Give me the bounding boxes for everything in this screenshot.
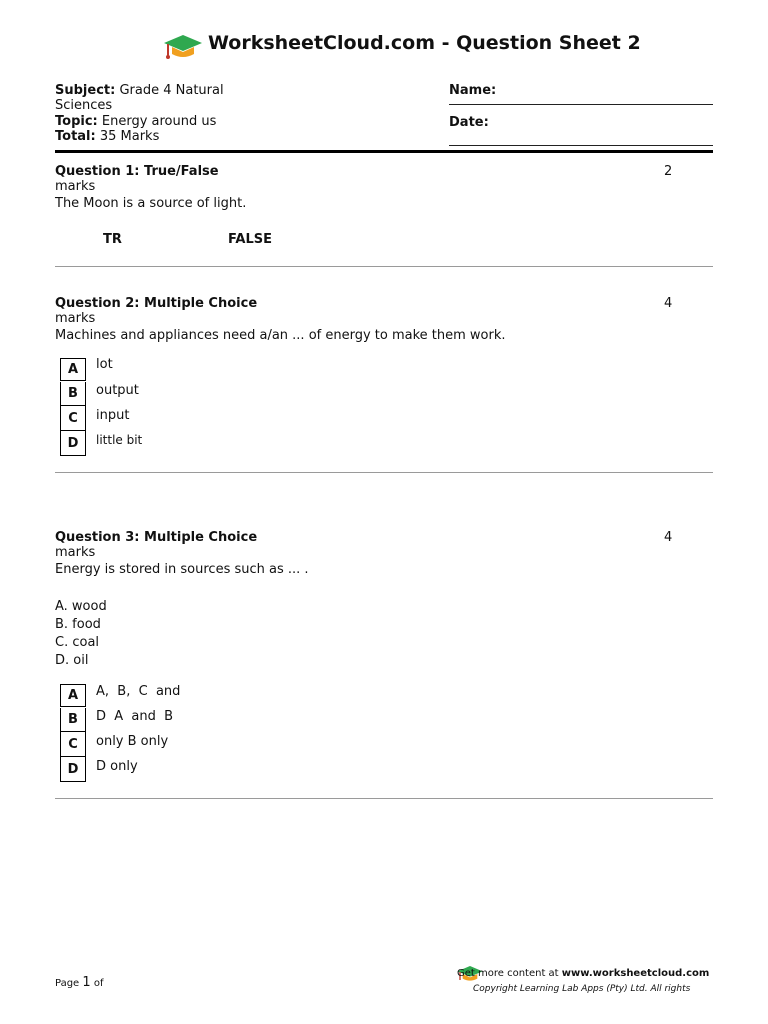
footer-copyright: Copyright Learning Lab Apps (Pty) Ltd. All rights bbox=[473, 984, 691, 994]
option-text-b: D A and B bbox=[96, 709, 174, 724]
option-box-c[interactable]: C bbox=[60, 406, 86, 431]
option-text-b: output bbox=[96, 383, 139, 398]
date-label: Date: bbox=[449, 115, 489, 130]
option-box-b[interactable]: B bbox=[60, 382, 86, 406]
option-box-b[interactable]: B bbox=[60, 708, 86, 732]
question-3-marks-word: marks bbox=[55, 545, 96, 560]
true-option[interactable]: TR bbox=[103, 232, 122, 247]
option-box-a[interactable]: A bbox=[60, 358, 86, 381]
question-1-marks-number: 2 bbox=[664, 164, 673, 179]
divider bbox=[55, 472, 713, 473]
option-box-c[interactable]: C bbox=[60, 732, 86, 757]
header-divider bbox=[55, 150, 713, 153]
option-box-a[interactable]: A bbox=[60, 684, 86, 707]
question-1-marks-word: marks bbox=[55, 179, 96, 194]
list-item: C. coal bbox=[55, 635, 100, 650]
page-number-value: 1 bbox=[82, 975, 91, 990]
page-title: WorksheetCloud.com - Question Sheet 2 bbox=[208, 32, 641, 54]
total-label: Total: bbox=[55, 129, 96, 144]
question-3-heading: Question 3: Multiple Choice bbox=[55, 530, 258, 545]
list-item: A. wood bbox=[55, 599, 107, 614]
divider bbox=[55, 798, 713, 799]
total-value: 35 Marks bbox=[99, 129, 160, 144]
subject-label: Subject: bbox=[55, 83, 116, 98]
option-text-a: A, B, C and bbox=[96, 684, 181, 699]
question-1-text: The Moon is a source of light. bbox=[55, 196, 247, 211]
name-field[interactable] bbox=[449, 104, 713, 105]
list-item: B. food bbox=[55, 617, 101, 632]
option-text-d: little bit bbox=[96, 433, 143, 447]
topic-line bbox=[55, 114, 216, 129]
option-text-c: input bbox=[96, 408, 130, 423]
option-box-d[interactable]: D bbox=[60, 431, 86, 456]
option-box-d[interactable]: D bbox=[60, 757, 86, 782]
option-text-a: lot bbox=[96, 357, 113, 372]
divider bbox=[55, 266, 713, 267]
question-3-text: Energy is stored in sources such as ... . bbox=[55, 562, 309, 577]
subject-value: Grade 4 Natural bbox=[119, 83, 224, 98]
question-2-marks-number: 4 bbox=[664, 296, 673, 311]
subject-line bbox=[55, 83, 224, 98]
list-item: D. oil bbox=[55, 653, 89, 668]
question-3-marks-number: 4 bbox=[664, 530, 673, 545]
footer-site-link[interactable]: www.worksheetcloud.com bbox=[561, 968, 710, 979]
get-more-text: Get more content at bbox=[457, 968, 559, 979]
question-2-text: Machines and appliances need a/an ... of energy to make them work. bbox=[55, 328, 506, 343]
topic-label: Topic: bbox=[55, 114, 98, 129]
question-2-marks-word: marks bbox=[55, 311, 96, 326]
date-field[interactable] bbox=[449, 145, 713, 146]
topic-value: Energy around us bbox=[101, 114, 217, 129]
option-text-c: only B only bbox=[96, 734, 169, 749]
graduation-cap-icon bbox=[162, 32, 204, 62]
header bbox=[162, 30, 722, 60]
footer-get-more bbox=[457, 968, 709, 979]
name-label: Name: bbox=[449, 83, 497, 98]
question-1-heading: Question 1: True/False bbox=[55, 164, 219, 179]
subject-value-cont: Sciences bbox=[55, 98, 113, 113]
page-number bbox=[55, 975, 104, 990]
page-prefix: Page bbox=[55, 978, 80, 989]
false-option[interactable]: FALSE bbox=[228, 232, 272, 247]
question-2-heading: Question 2: Multiple Choice bbox=[55, 296, 258, 311]
page-suffix: of bbox=[93, 978, 104, 989]
option-text-d: D only bbox=[96, 759, 138, 774]
total-line bbox=[55, 129, 159, 144]
